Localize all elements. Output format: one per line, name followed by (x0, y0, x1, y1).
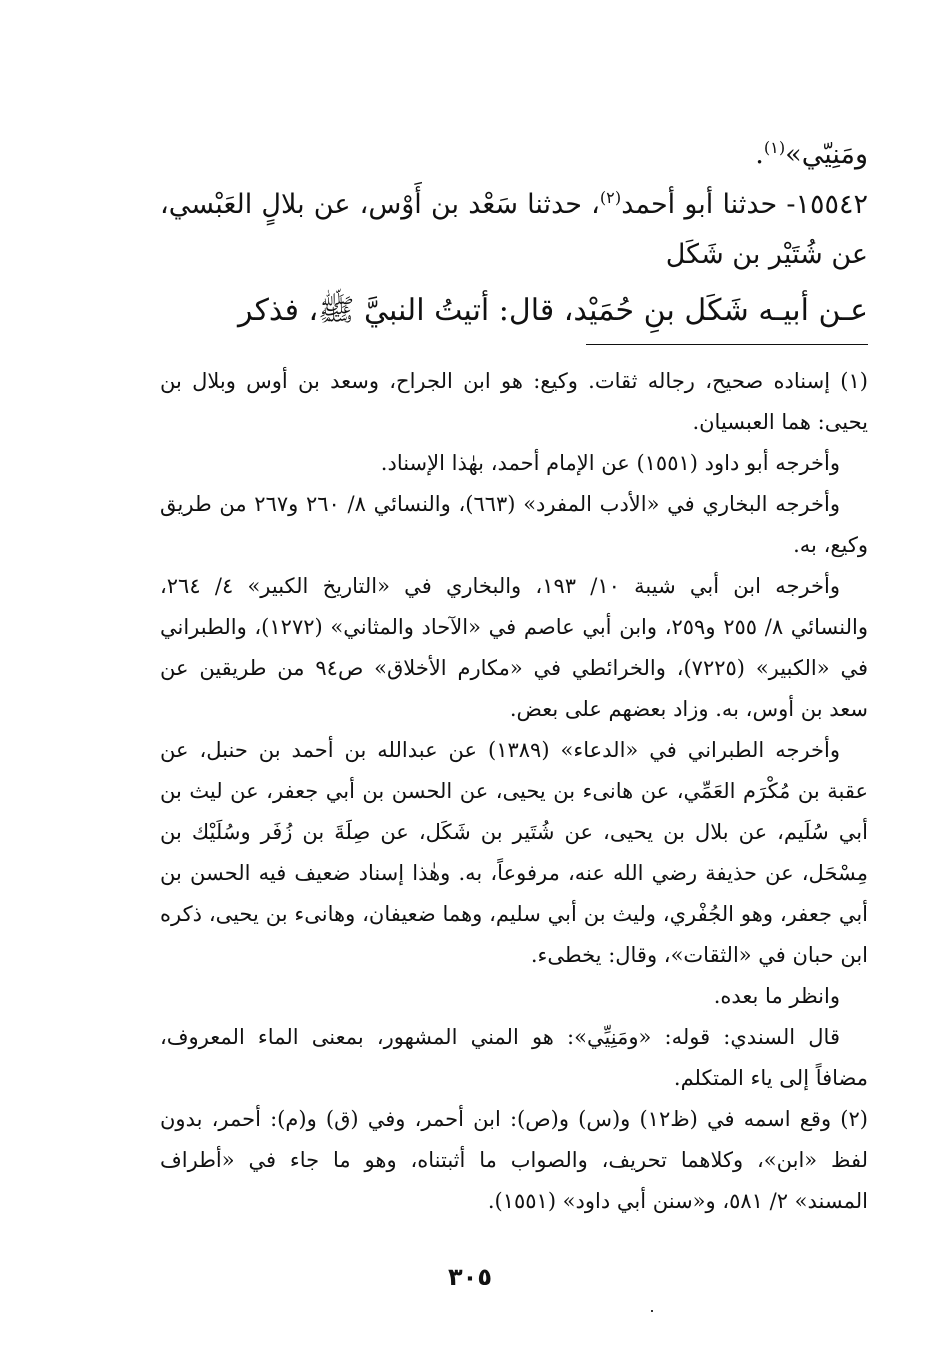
hadith-matn-line: عـن أبيـه شَكَل بنِ حُمَيْد، قال: أتيتُ النبيَّ ﷺ، فذكر (238, 293, 868, 328)
footnote-2: (٢) وقع اسمه في (ظ١٢) و(س) و(ص): ابن أحمر، وفي (ق) و(م): أحمر، بدون لفظ «ابن»، وكلاهما تحريف، والصواب ما أثبتناه، وهو ما جاء في «أطراف المسند» ٢/ ٥٨١، و«سنن أبي داود» (١٥٥١). (160, 1107, 868, 1213)
footnote-paragraph: وأخرجه أبو داود (١٥٥١) عن الإمام أحمد، بهٰذا الإسناد. (380, 451, 840, 475)
page-body (160, 130, 868, 1222)
main-text: ومَنِيّي» (785, 139, 868, 170)
page-number: ٣٠٥ (448, 1263, 492, 1291)
scan-speck (651, 1310, 653, 1312)
hadith-15542 (160, 180, 868, 280)
footnote-ref-2: (٢) (599, 188, 622, 207)
main-text-end: . (755, 139, 764, 170)
footnotes (160, 361, 868, 1222)
footnote-paragraph: وأخرجه ابن أبي شيبة ١٠/ ١٩٣، والبخاري في «التاريخ الكبير» ٤/ ٢٦٤، والنسائي ٨/ ٢٥٥ و٢٥٩، وابن أبي عاصم في «الآحاد والمثاني» (١٢٧٢)، والطبراني في «الكبير» (٧٢٢٥)، والخرائطي في «مكارم الأخلاق» ص٩٤ من طريقين عن سعد بن أوس، به. وزاد بعضهم على بعض. (160, 574, 869, 721)
footnote-paragraph: وأخرجه الطبراني في «الدعاء» (١٣٨٩) عن عبدالله بن أحمد بن حنبل، عن عقبة بن مُكْرَم العَمِّي، عن هانىء بن يحيى، عن الحسن بن أبي جعفر، عن ليث بن أبي سُلَيم، عن بلال بن يحيى، عن شُتَير بن شَكَل، عن صِلَةَ بن زُفَر وسُلَيْك بن مِسْحَل، عن حذيفة رضي الله عنه، مرفوعاً، به. وهٰذا إسناد ضعيف فيه الحسن بن أبي جعفر، وهو الجُفْري، وليث بن أبي سليم، وهما ضعيفان، وهانىء بن يحيى، ذكره ابن حبان في «الثقات»، وقال: يخطىء. (160, 738, 868, 967)
footnote-paragraph: وأخرجه البخاري في «الأدب المفرد» (٦٦٣)، والنسائي ٨/ ٢٦٠ و٢٦٧ من طريق وكيع، به. (160, 492, 868, 557)
footnote-ref-1: (١) (763, 138, 786, 157)
footnote-paragraph: وانظر ما بعده. (713, 984, 840, 1008)
hadith-chain-rest: ، حدثنا سَعْد بن أَوْس، عن بلالٍ العَبْسي، عن شُتَيْر بن شَكَل (160, 189, 868, 270)
hadith-chain-start: ١٥٥٤٢- حدثنا أبو أحمد (621, 189, 869, 220)
main-text-line-1 (160, 130, 868, 180)
footnote-separator (586, 344, 868, 345)
footnote-paragraph: قال السندي: قوله: «ومَنِيِّي»: هو المني المشهور، بمعنى الماء المعروف، مضافاً إلى ياء المتكلم. (160, 1025, 868, 1090)
footnote-1: (١) إسناده صحيح، رجاله ثقات. وكيع: هو ابن الجراح، وسعد بن أوس وبلال بن يحيى: هما العبسيان. (160, 369, 868, 434)
